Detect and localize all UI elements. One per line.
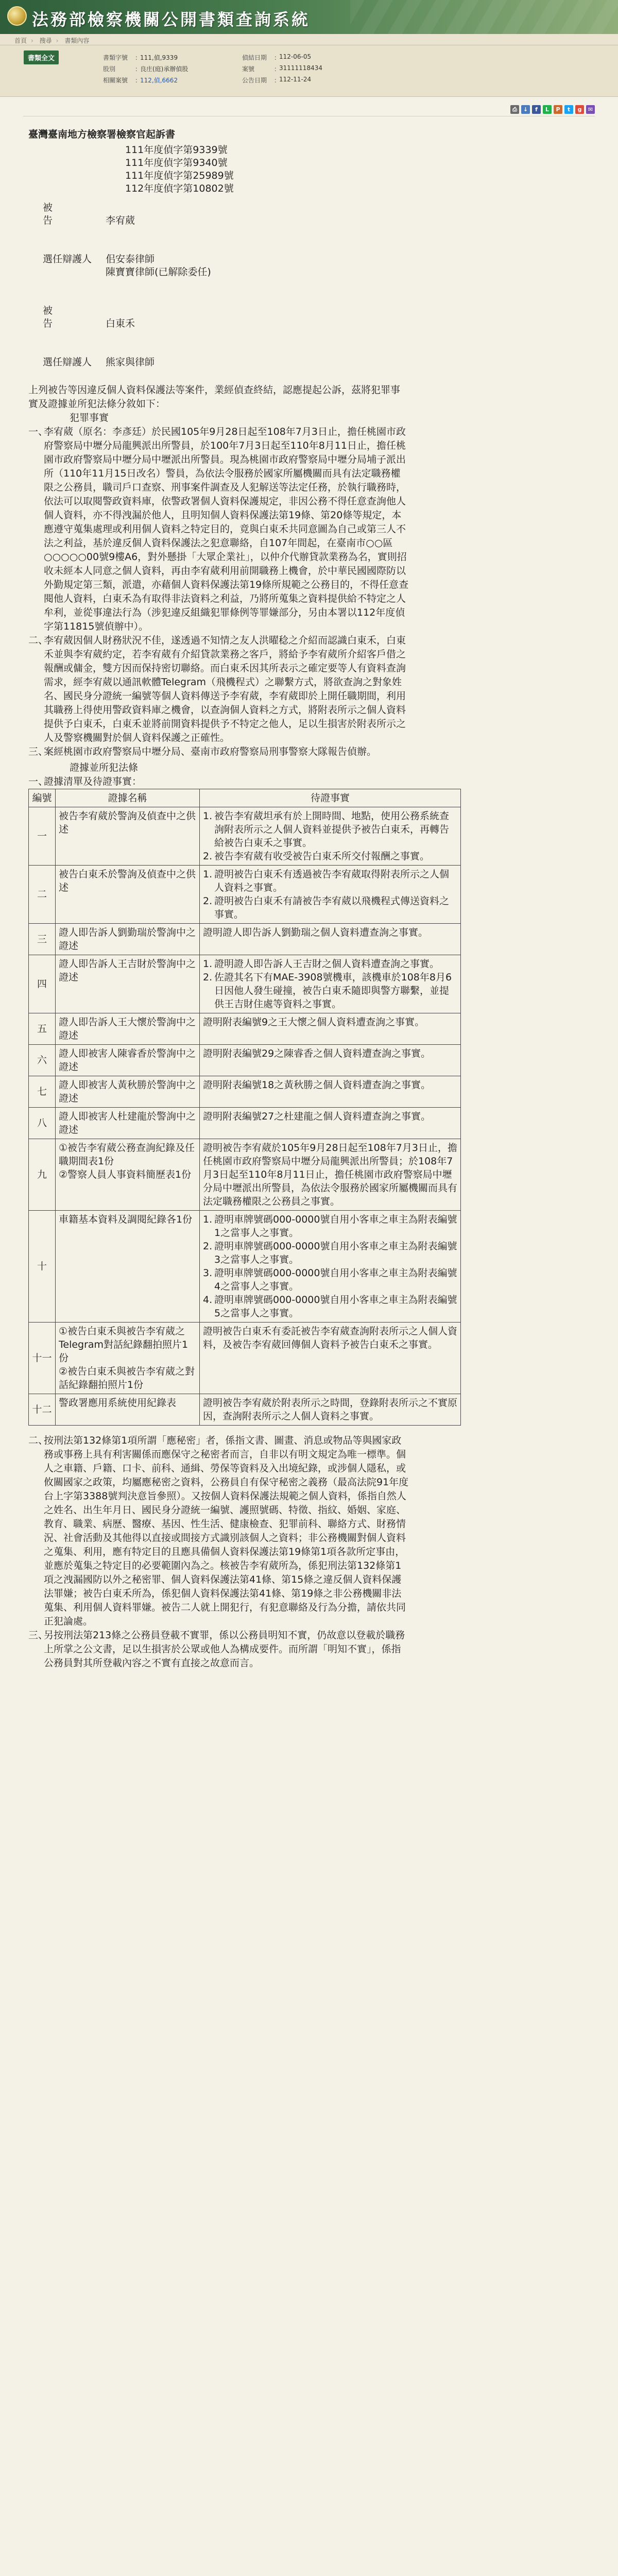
facts-to-prove (200, 1108, 461, 1139)
meta-value: 良庄(庭)承辦偵股 (140, 65, 188, 73)
fact-index: 2. (203, 972, 213, 983)
item-text: 按刑法第132條第1項所謂「應秘密」者，係指文書、圖畫、消息或物品等與國家政務或事務上具有利害關係而應保守之秘密者而言，自非以有明文規定為唯一標準。個人之車籍、戶籍、口卡、前科、通緝、勞保等資料及入出境紀錄，或涉個人隱私，或攸關國家之政策，均屬應秘密之資料，公務員自有保守秘密之義務（最高法院91年度台上字第3388號判決意旨參照）。又按個人資料保護法規範之個人資料，係指自然人之姓名、出生年月日、國民身分證統一編號、護照號碼、特徵、指紋、婚姻、家庭、教育、職業、病歷、醫療、基因、性生活、健康檢查、犯罪前科、聯絡方式、財務情況、社會活動及其他得以直接或間接方式識別該個人之資料；非公務機關對個人資料之蒐集、利用，應有特定目的且應具備個人資料保護法第19條第1項各款所定事由，並應於蒐集之特定目的必要範圍內為之。核被告李宥葳所為，係犯刑法第132條第1項之洩漏國防以外之秘密罪、個人資料保護法第41條、第15條之違反個人資料保護法罪嫌；被告白東禾所為，係犯個人資料保護法第41條、第19條之非公務機關非法蒐集、利用個人資料罪嫌。被告二人就上開犯行，有犯意聯絡及行為分擔，請依共同正犯論處。 (44, 1435, 409, 1627)
item-number: 三、 (28, 1630, 48, 1641)
fact-index: 1. (203, 1214, 213, 1225)
twitter-icon[interactable]: t (564, 105, 573, 114)
related-case-link[interactable]: 112,偵,6662 (140, 76, 178, 84)
fact-line (203, 894, 457, 921)
evidence-name (56, 1045, 200, 1076)
party-name: 白東禾 (106, 318, 135, 329)
row-number: 六 (29, 1045, 56, 1076)
fact-item (28, 745, 409, 759)
table-row (29, 924, 461, 955)
facts-to-prove (200, 1139, 461, 1211)
fact-text: 證明附表編號9之王大懷之個人資料遭查詢之事實。 (203, 1016, 425, 1028)
facts-to-prove (200, 1323, 461, 1394)
evidence-line: ①被告李宥葳公務查詢紀錄及任職期間表1份 (59, 1142, 195, 1167)
meta-label: 相關案號 (103, 76, 128, 84)
evidence-line: 證人即被害人黃秋勝於警詢中之證述 (59, 1079, 196, 1104)
fact-text: 佐證其名下有MAE-3908號機車，該機車於108年8月6日因他人發生碰撞，被告白東禾隨即與警方聯繫，並提供王吉財住處等資料之事實。 (214, 972, 452, 1010)
fact-text: 證明被告白東禾有委託被告李宥葳查詢附表所示之人個人資料，及被告李宥葳回傳個人資料予被告白東禾之事實。 (203, 1326, 458, 1350)
item-number: 三、 (28, 746, 48, 757)
evidence-line: ②被告白東禾與被告李宥葳之對話紀錄翻拍照片1份 (59, 1366, 195, 1391)
fact-text: 證明車牌號碼000-0000號自用小客車之車主為附表編號5之當事人之事實。 (214, 1294, 457, 1319)
case-number: 111年度偵字第25989號 (125, 170, 234, 181)
meta-label: 書類字號 (103, 54, 128, 61)
table-row (29, 1013, 461, 1045)
document-content (23, 98, 595, 1670)
row-number: 五 (29, 1013, 56, 1045)
fact-line (203, 850, 457, 863)
party-role: 選任辯護人 (43, 357, 92, 368)
breadcrumb-home[interactable]: 首頁 (14, 37, 27, 44)
evidence-line: 證人即被害人杜建龍於警詢中之證述 (59, 1111, 196, 1136)
fact-text: 被告李宥葳坦承有於上開時間、地點，使用公務系統查詢附表所示之人個人資料並提供予被告白東禾，再轉告給被告白東禾之事實。 (214, 810, 450, 849)
fact-item (28, 634, 409, 745)
facts-to-prove (200, 807, 461, 866)
crime-facts (23, 425, 595, 759)
fact-text: 證明車牌號碼000-0000號自用小客車之車主為附表編號1之當事人之事實。 (214, 1214, 457, 1239)
party-name: 佀安泰律師 (106, 253, 155, 265)
row-number: 九 (29, 1139, 56, 1211)
law-item (28, 1434, 409, 1629)
item-number: 二、 (28, 635, 48, 646)
evidence-name (56, 807, 200, 866)
fact-line (203, 971, 457, 1011)
meta-label: 公告日期 (242, 76, 267, 84)
evidence-name (56, 924, 200, 955)
evidence-line: 被告李宥葳於警詢及偵查中之供述 (59, 810, 196, 835)
fact-line (203, 1396, 457, 1423)
fact-line (203, 1240, 457, 1266)
party-row (23, 266, 595, 279)
breadcrumb-search[interactable]: 搜尋 (39, 37, 52, 44)
evidence-table (28, 789, 461, 1426)
meta-value: 112-11-24 (279, 75, 312, 83)
evidence-line: 證人即告訴人王大懷於警詢中之證述 (59, 1016, 196, 1041)
evidence-name (56, 1323, 200, 1394)
party-role: 被 告 (43, 202, 67, 226)
meta-value: 31111118434 (279, 64, 322, 72)
table-row (29, 807, 461, 866)
print-icon[interactable]: ⎙ (510, 105, 519, 114)
google-icon[interactable]: g (575, 105, 584, 114)
share-icons (510, 105, 595, 114)
evidence-line: 被告白東禾於警詢及偵查中之供述 (59, 869, 196, 893)
fact-line (203, 1110, 457, 1123)
fact-text: 證明證人即告訴人劉勤瑞之個人資料遭查詢之事實。 (203, 927, 428, 938)
evidence-list-item (28, 775, 409, 789)
site-title[interactable]: 法務部檢察機關公開書類查詢系統 (32, 10, 311, 29)
facts-to-prove (200, 1045, 461, 1076)
table-row (29, 1323, 461, 1394)
row-number: 十一 (29, 1323, 56, 1394)
fact-text: 證明被告白東禾有請被告李宥葳以飛機程式傳送資料之事實。 (214, 895, 450, 920)
evidence-heading: 證據並所犯法條 (70, 762, 139, 773)
fact-line (203, 1266, 457, 1293)
tab-full-text[interactable]: 書類全文 (24, 50, 59, 64)
column-header: 待證事實 (200, 789, 461, 807)
fact-text: 證明被告白東禾有透過被告李宥葳取得附表所示之人個人資料之事實。 (214, 869, 450, 893)
case-number: 111年度偵字第9339號 (125, 144, 228, 156)
column-header: 證據名稱 (56, 789, 200, 807)
fact-text: 證明車牌號碼000-0000號自用小客車之車主為附表編號4之當事人之事實。 (214, 1267, 457, 1292)
spacer (23, 330, 595, 356)
evidence-line: ①被告白東禾與被告李宥葳之Telegram對話紀錄翻拍照片1份 (59, 1326, 188, 1364)
fact-text: 證明附表編號18之黃秋勝之個人資料遭查詢之事實。 (203, 1079, 431, 1091)
facts-to-prove (200, 955, 461, 1013)
column-header: 編號 (29, 789, 56, 807)
table-row (29, 866, 461, 924)
evidence-line: 證人即告訴人王吉財於警詢中之證述 (59, 958, 196, 983)
fact-item (28, 425, 409, 634)
table-row (29, 1211, 461, 1323)
plurk-icon[interactable]: P (554, 105, 562, 114)
fact-line (203, 1325, 457, 1351)
row-number: 四 (29, 955, 56, 1013)
facts-to-prove (200, 1076, 461, 1108)
facts-to-prove (200, 1013, 461, 1045)
table-row (29, 1108, 461, 1139)
fact-line (203, 1213, 457, 1240)
fact-text: 證明附表編號29之陳睿香之個人資料遭查詢之事實。 (203, 1048, 431, 1059)
ministry-seal-icon[interactable] (7, 6, 27, 26)
download-icon[interactable]: ↓ (521, 105, 530, 114)
fact-index: 2. (203, 1241, 213, 1252)
fact-line (203, 1293, 457, 1320)
item-text: 另按刑法第213條之公務員登載不實罪，係以公務員明知不實，仍故意以登載於職務上所掌之公文書，足以生損害於公眾或他人為構成要件。而所謂「明知不實」，係指公務員對其所登載內容之不實有直接之故意而言。 (44, 1630, 405, 1669)
item-text: 李宥葳因個人財務狀況不佳，遂透過不知情之友人洪曜稔之介紹而認識白東禾，白東禾並與李宥葳約定，若李宥葳有介紹貸款業務之客戶，將給予李宥葳所介紹客戶借之報酬或傭金，雙方因而保持密切聯絡。而白東禾因其所表示之確定要等人有資料查詢需求，經李宥葳以通訊軟體Telegram（飛機程式）之聯繫方式，將欲查詢之對象姓名、國民身分證統一編號等個人資料傳送予李宥葳，李宥葳即於上開任職期間，利用其職務上得使用警政資料庫之機會，以查詢個人資料之方式，將附表所示之個人資料提供予白東禾，白東禾並將前開資料提供予不特定之他人，足以生損害於附表所示之人及警察機關對於個人資料保護之正確性。 (44, 635, 406, 743)
table-row (29, 1076, 461, 1108)
evidence-line: ②警察人員人事資料簡歷表1份 (59, 1169, 192, 1180)
spacer (23, 227, 595, 253)
share-toolbar (23, 98, 595, 116)
fact-line (203, 1078, 457, 1092)
fact-index: 3. (203, 1267, 213, 1279)
fact-index: 4. (203, 1294, 213, 1306)
item-text: 案經桃園市政府警察局中壢分局、臺南市政府警察局刑事警察大隊報告偵辦。 (44, 746, 377, 757)
table-row (29, 1045, 461, 1076)
meta-row: 相關案號 ： 112,偵,6662 公告日期 ： 112-11-24 (103, 75, 312, 84)
fact-index: 2. (203, 851, 213, 862)
fact-text: 證明證人即告訴人王吉財之個人資料遭查詢之事實。 (214, 958, 440, 970)
party-row (23, 304, 595, 330)
evidence-name (56, 1076, 200, 1108)
party-list (23, 195, 595, 369)
meta-row: 股別 ： 良庄(庭)承辦偵股 案號 ： 31111118434 (103, 64, 322, 73)
facts-to-prove (200, 866, 461, 924)
evidence-line: 車籍基本資料及調閱紀錄各1份 (59, 1214, 193, 1225)
header-decoration (350, 0, 618, 34)
fact-index: 1. (203, 810, 213, 822)
party-role: 被 告 (43, 305, 67, 329)
evidence-name (56, 866, 200, 924)
crime-facts-heading: 犯罪事實 (70, 412, 109, 423)
table-row (29, 955, 461, 1013)
table-header-row (29, 789, 461, 807)
fact-text: 證明被告李宥葳於附表所示之時間，登錄附表所示之不實原因，查詢附表所示之人個人資料之事實。 (203, 1397, 458, 1422)
party-row (23, 253, 595, 266)
party-row (23, 201, 595, 227)
facts-to-prove (200, 1394, 461, 1426)
row-number: 十 (29, 1211, 56, 1323)
spacer (23, 195, 595, 201)
evidence-name (56, 1108, 200, 1139)
row-number: 八 (29, 1108, 56, 1139)
case-number: 111年度偵字第9340號 (125, 157, 228, 168)
fact-line (203, 1047, 457, 1060)
item-number: 一、 (28, 426, 48, 437)
fact-index: 2. (203, 895, 213, 907)
fact-line (203, 926, 457, 939)
meta-label: 案號 (242, 65, 255, 73)
evidence-line: 警政署應用系統使用紀錄表 (59, 1397, 177, 1409)
fact-index: 1. (203, 869, 213, 880)
row-number: 二 (29, 866, 56, 924)
evidence-line: 證人即告訴人劉勤瑞於警詢中之證述 (59, 927, 196, 952)
item-number: 二、 (28, 1435, 48, 1446)
party-role: 選任辯護人 (43, 253, 92, 265)
facebook-icon[interactable]: f (532, 105, 541, 114)
table-row (29, 1139, 461, 1211)
evidence-name (56, 1394, 200, 1426)
party-name: 陳寶寶律師(已解除委任) (106, 266, 211, 278)
document-title: 臺灣臺南地方檢察署檢察官起訴書 (28, 129, 176, 140)
row-number: 七 (29, 1076, 56, 1108)
evidence-name (56, 1139, 200, 1211)
meta-value: 112-06-05 (279, 53, 312, 60)
breadcrumb-current: 書類內容 (64, 37, 90, 44)
law-item (28, 1629, 409, 1670)
fact-line (203, 809, 457, 850)
item-text: 證據清單及待證事實： (44, 776, 142, 787)
row-number: 十二 (29, 1394, 56, 1426)
fact-line (203, 1015, 457, 1029)
meta-label: 股別 (103, 65, 116, 73)
party-row (23, 356, 595, 369)
meta-value: 111,偵,9339 (140, 54, 178, 61)
fact-text: 證明車牌號碼000-0000號自用小客車之車主為附表編號3之當事人之事實。 (214, 1241, 457, 1265)
fact-text: 證明被告李宥葳於105年9月28日起至108年7月3日止，擔任桃園市政府警察局中壢分局龍興派出所警員；於108年7月3日起至110年8月11日止，擔任桃園市政府警察局中壢分局中壢派出所警員，為依法令服務於國家所屬機關而具有法定職務權限之公務員之事實。 (203, 1142, 458, 1207)
fact-text: 證明附表編號27之杜建龍之個人資料遭查詢之事實。 (203, 1111, 431, 1122)
facts-to-prove (200, 1211, 461, 1323)
row-number: 三 (29, 924, 56, 955)
evidence-line: 證人即被害人陳睿香於警詢中之證述 (59, 1048, 196, 1073)
fact-line (203, 957, 457, 971)
case-number-list (23, 144, 595, 195)
line-icon[interactable]: L (543, 105, 552, 114)
fact-text: 被告李宥葳有收受被告白東禾所交付報酬之事實。 (214, 851, 430, 862)
party-name: 李宥葳 (106, 215, 135, 226)
row-number: 一 (29, 807, 56, 866)
table-row (29, 1394, 461, 1426)
case-info-panel (0, 45, 618, 97)
fact-line (203, 1141, 457, 1208)
facts-to-prove (200, 924, 461, 955)
item-number: 一、 (28, 776, 48, 787)
site-header (0, 0, 618, 34)
intro-paragraph: 上列被告等因違反個人資料保護法等案件，業經偵查終結，認應提起公訴，茲將犯罪事實及證據並所犯法條分敘如下： (28, 384, 401, 410)
meta-row: 書類字號 ： 111,偵,9339 偵結日期 ： 112-06-05 (103, 53, 312, 61)
fact-index: 1. (203, 958, 213, 970)
meta-label: 偵結日期 (242, 54, 267, 61)
spacer (23, 279, 595, 304)
item-text: 李宥葳（原名：李彥廷）於民國105年9月28日起至108年7月3日止，擔任桃園市政府警察局中壢分局龍興派出所警員，於100年7月3日起至110年8月11日止，擔任桃園市政府警察局中壢分局中壢派出所警員。現為桃園市政府警察局中壢分局埔子派出所（110年11月15日改名）警員，為依法令服務於國家所屬機關而具有法定職務權限之公務員，職司戶口查察、刑事案件調查及人犯解送等法定任務，於執行職務時，依法可以取閱警政資料庫，依警政署個人資料保護規定，非因公務不得任意查詢他人個人資料，亦不得洩漏於他人，且明知個人資料保護法第19條、第20條等規定，本應遵守蒐集處理或利用個人資料之特定目的，竟與白東禾共同意圖為自己或第三人不法之利益，基於違反個人資料保護法之犯意聯絡，自107年間起，在臺南市○○區○○○○○00號9樓A6，對外懸掛「大眾企業社」，以仲介代辦貸款業務為名，實則招收未經本人同意之個人資料，再由李宥葳利用前開職務上機會，於中華民國國際防以外勤規定第三類，派遣，亦藉個人資料保護法第19條所規範之公務目的，不得任意查閱他人資料，白東禾為有取得非法資料之利益，乃將所蒐集之資料提供給不特定之人牟利，並從事違法行為（涉犯違反組織犯罪條例等罪嫌部分，另由本署以112年度偵字第11815號偵辦中）。 (44, 426, 409, 632)
evidence-name (56, 1211, 200, 1323)
evidence-name (56, 1013, 200, 1045)
breadcrumb: 首頁 › 搜尋 › 書類內容 (0, 34, 618, 45)
case-number: 112年度偵字第10802號 (125, 183, 234, 194)
evidence-name (56, 955, 200, 1013)
party-name: 熊家與律師 (106, 357, 155, 368)
email-icon[interactable]: ✉ (586, 105, 595, 114)
fact-line (203, 868, 457, 894)
case-meta-grid (103, 52, 381, 86)
law-analysis (23, 1434, 595, 1670)
